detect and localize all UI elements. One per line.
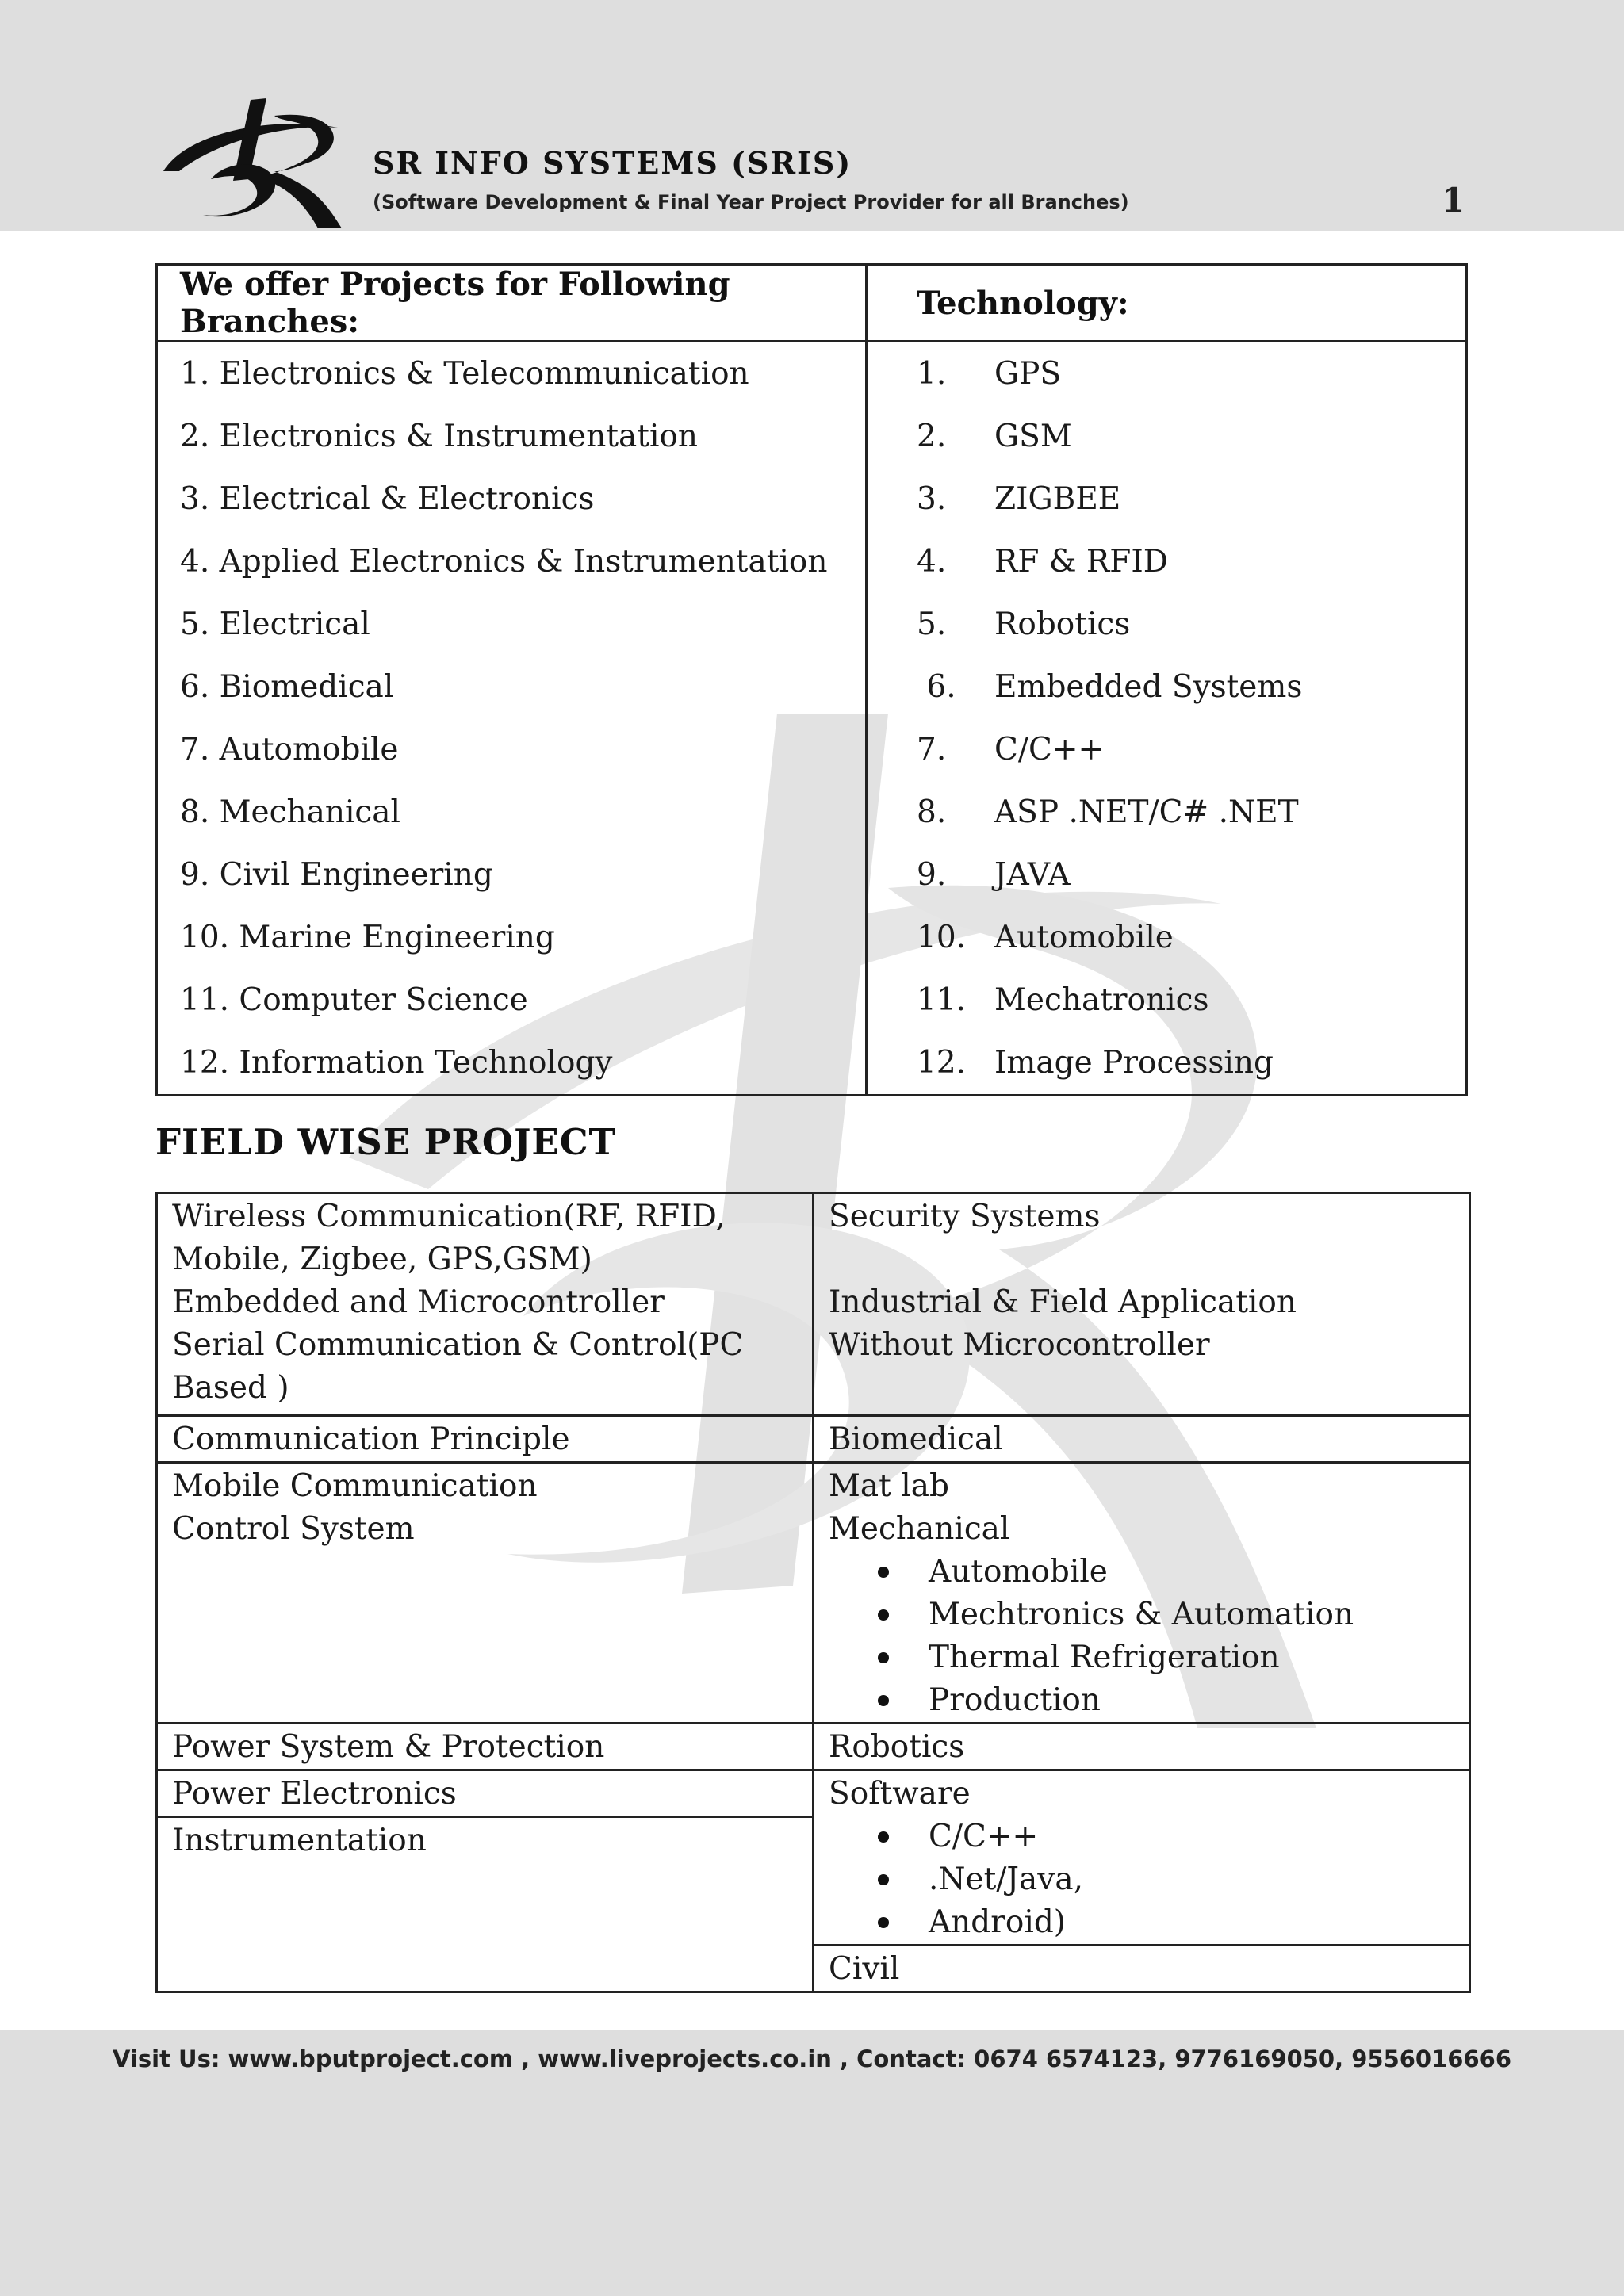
technology-cell: [867, 468, 1467, 530]
branch-cell: 11. Computer Science: [157, 969, 867, 1031]
technology-cell: [867, 342, 1467, 406]
technology-number: 1.: [917, 356, 947, 392]
table-row: [157, 656, 1467, 718]
field-item: Communication Principle: [172, 1422, 570, 1457]
table-row: [157, 530, 1467, 593]
field-item: Power Electronics: [172, 1776, 457, 1812]
technology-number: 5.: [917, 607, 947, 642]
technology-name: Mechatronics: [994, 982, 1209, 1018]
footer-contact: Visit Us: www.bputproject.com , www.liveprojects.co.in , Contact: 0674 6574123, 9776169050, 9556016666: [112, 2045, 1511, 2072]
field-cell: [814, 1193, 1470, 1416]
field-wise-table: [155, 1192, 1471, 1993]
branch-cell: 9. Civil Engineering: [157, 844, 867, 906]
field-item: Mobile, Zigbee, GPS,GSM): [172, 1242, 592, 1277]
field-cell: [157, 1724, 814, 1770]
table-row: [157, 1031, 1467, 1096]
technology-name: ZIGBEE: [994, 481, 1121, 517]
technology-number: 3.: [917, 481, 947, 517]
field-item: Mat lab: [829, 1468, 949, 1504]
table-row: [157, 718, 1467, 781]
technology-cell: [867, 969, 1467, 1031]
table-row: [157, 593, 1467, 656]
technology-number: 7.: [917, 732, 947, 767]
technology-number: 12.: [917, 1045, 967, 1081]
technology-header: Technology:: [867, 265, 1467, 342]
technology-cell: [867, 844, 1467, 906]
branches-table: [155, 263, 1468, 1096]
branch-cell: 5. Electrical: [157, 593, 867, 656]
list-item: Thermal Refrigeration: [929, 1636, 1454, 1679]
company-name: SR INFO SYSTEMS (SRIS): [373, 145, 852, 181]
branch-cell: 1. Electronics & Telecommunication: [157, 342, 867, 406]
technology-name: JAVA: [994, 857, 1071, 893]
technology-cell: [867, 1031, 1467, 1096]
list-item: C/C++: [929, 1816, 1454, 1858]
table-row: [157, 844, 1467, 906]
branch-cell: 6. Biomedical: [157, 656, 867, 718]
branch-cell: 4. Applied Electronics & Instrumentation: [157, 530, 867, 593]
list-item: Production: [929, 1679, 1454, 1722]
page-number: 1: [1442, 181, 1465, 220]
field-wise-title: FIELD WISE PROJECT: [155, 1121, 617, 1163]
table-row: [157, 906, 1467, 969]
company-subtitle: (Software Development & Final Year Project Provider for all Branches): [373, 191, 1129, 213]
list-item: Automobile: [929, 1551, 1454, 1594]
technology-number: 2.: [917, 419, 947, 454]
technology-cell: [867, 906, 1467, 969]
field-cell: [814, 1416, 1470, 1463]
field-cell: [814, 1463, 1470, 1724]
software-list: [829, 1816, 1454, 1944]
branch-cell: 7. Automobile: [157, 718, 867, 781]
table-row: [157, 405, 1467, 468]
technology-name: RF & RFID: [994, 544, 1169, 580]
technology-cell: [867, 781, 1467, 844]
technology-name: Embedded Systems: [994, 669, 1303, 705]
field-item: Wireless Communication(RF, RFID,: [172, 1199, 726, 1234]
technology-cell: [867, 718, 1467, 781]
technology-name: Robotics: [994, 607, 1131, 642]
field-item: Software: [829, 1776, 971, 1812]
field-cell: [814, 1946, 1470, 1992]
field-cell: [157, 1770, 814, 1817]
technology-number: 6.: [917, 669, 956, 705]
field-item: Without Microcontroller: [829, 1327, 1210, 1363]
field-cell: [157, 1817, 814, 1992]
branch-cell: 2. Electronics & Instrumentation: [157, 405, 867, 468]
technology-number: 10.: [917, 920, 967, 955]
field-cell: [814, 1724, 1470, 1770]
field-item: Power System & Protection: [172, 1729, 605, 1765]
technology-number: 4.: [917, 544, 947, 580]
field-cell: [814, 1770, 1470, 1946]
field-item: Control System: [172, 1511, 415, 1547]
sr-logo-icon: [155, 84, 362, 232]
table-row: [157, 342, 1467, 406]
technology-name: ASP .NET/C# .NET: [994, 794, 1299, 830]
field-item: Embedded and Microcontroller: [172, 1284, 665, 1320]
technology-number: 9.: [917, 857, 947, 893]
technology-name: GSM: [994, 419, 1072, 454]
technology-name: GPS: [994, 356, 1062, 392]
field-cell: [157, 1416, 814, 1463]
branch-cell: 12. Information Technology: [157, 1031, 867, 1096]
table-row: [157, 468, 1467, 530]
field-item: Industrial & Field Application: [829, 1284, 1297, 1320]
field-item: Robotics: [829, 1729, 965, 1765]
field-item: Based ): [172, 1370, 289, 1406]
field-cell: [157, 1463, 814, 1724]
mechanical-list: [829, 1551, 1454, 1722]
list-item: .Net/Java,: [929, 1858, 1454, 1901]
field-cell: [157, 1193, 814, 1416]
field-item: Mechanical: [829, 1511, 1010, 1547]
technology-cell: [867, 405, 1467, 468]
field-item: Civil: [829, 1951, 900, 1987]
table-row: [157, 781, 1467, 844]
technology-name: Automobile: [994, 920, 1174, 955]
table-row: [157, 969, 1467, 1031]
technology-number: 8.: [917, 794, 947, 830]
list-item: Mechtronics & Automation: [929, 1594, 1454, 1636]
technology-cell: [867, 530, 1467, 593]
field-item: Mobile Communication: [172, 1468, 538, 1504]
technology-cell: [867, 656, 1467, 718]
technology-name: Image Processing: [994, 1045, 1274, 1081]
technology-name: C/C++: [994, 732, 1105, 767]
field-item: Serial Communication & Control(PC: [172, 1327, 744, 1363]
field-item: Instrumentation: [172, 1823, 427, 1858]
branch-cell: 8. Mechanical: [157, 781, 867, 844]
list-item: Android): [929, 1901, 1454, 1944]
branch-cell: 10. Marine Engineering: [157, 906, 867, 969]
technology-cell: [867, 593, 1467, 656]
technology-number: 11.: [917, 982, 967, 1018]
field-item: Security Systems: [829, 1199, 1101, 1234]
branches-header: We offer Projects for Following Branches:: [157, 265, 867, 342]
field-item: Biomedical: [829, 1422, 1003, 1457]
branch-cell: 3. Electrical & Electronics: [157, 468, 867, 530]
